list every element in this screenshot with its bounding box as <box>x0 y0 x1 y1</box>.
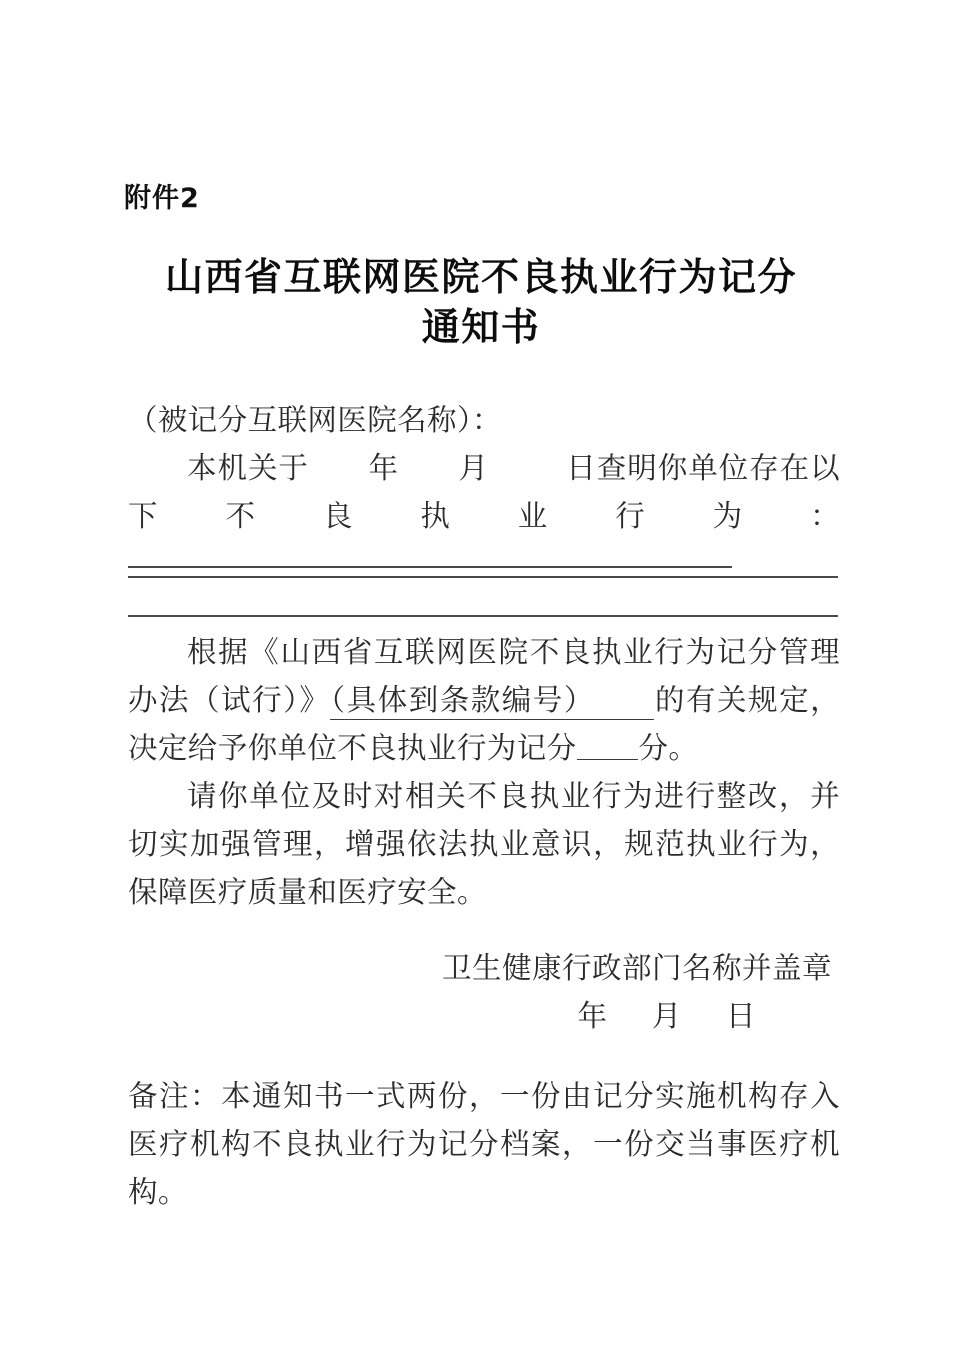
clause-number-blank[interactable] <box>330 683 653 720</box>
clause-number-hint: （具体到条款编号） <box>330 683 595 717</box>
footnote-block <box>128 1072 840 1216</box>
paragraph-1-tail: 日查明你单位存在以下不良执业行为： <box>128 451 840 533</box>
signature-date-line <box>128 992 840 1040</box>
behavior-fill-rule-3[interactable] <box>128 615 838 617</box>
regulation-suffix-text: 分。 <box>638 731 699 765</box>
signature-year-label: 年 <box>577 999 608 1033</box>
signature-block <box>128 944 840 1040</box>
title-line-1: 山西省互联网医院不良执业行为记分 <box>164 254 797 299</box>
behavior-fill-rule-2[interactable] <box>128 576 838 578</box>
paragraph-regulation-block <box>128 628 840 916</box>
footnote-text: 备注：本通知书一式两份，一份由记分实施机构存入医疗机构不良执业行为记分档案，一份交当事医疗机构。 <box>128 1079 840 1209</box>
regulation-middle-text: 的有关规定，决定给予你单位不良执业行为记分 <box>128 683 840 765</box>
page-title <box>128 252 834 352</box>
signature-day-label: 日 <box>725 999 756 1033</box>
behavior-fill-rule-1[interactable] <box>128 566 732 568</box>
title-line-2: 通知书 <box>421 304 541 349</box>
paragraph-rectification-text: 请你单位及时对相关不良执业行为进行整改，并切实加强管理，增强依法执业意识，规范执业行为，保障医疗质量和医疗安全。 <box>128 779 840 909</box>
issuing-authority-label: 卫生健康行政部门名称并盖章 <box>441 951 832 985</box>
paragraph-rectification <box>128 772 840 916</box>
paragraph-investigation <box>128 444 840 588</box>
regulation-prefix-text: 根据《山西省互联网医院不良执业行为记分管理办法（试行）》 <box>128 635 840 717</box>
signature-month-label: 月 <box>651 999 682 1033</box>
paragraph-1-lead: 本机关于 <box>187 451 309 485</box>
attachment-label: 附件2 <box>124 183 200 214</box>
month-unit-label: 月 <box>457 451 490 485</box>
document-body <box>128 396 840 588</box>
score-value-blank[interactable] <box>577 759 639 760</box>
recipient-line <box>128 396 840 444</box>
paragraph-regulation <box>128 628 840 772</box>
recipient-placeholder-text: （被记分互联网医院名称）： <box>128 403 502 437</box>
year-unit-label: 年 <box>367 451 399 485</box>
